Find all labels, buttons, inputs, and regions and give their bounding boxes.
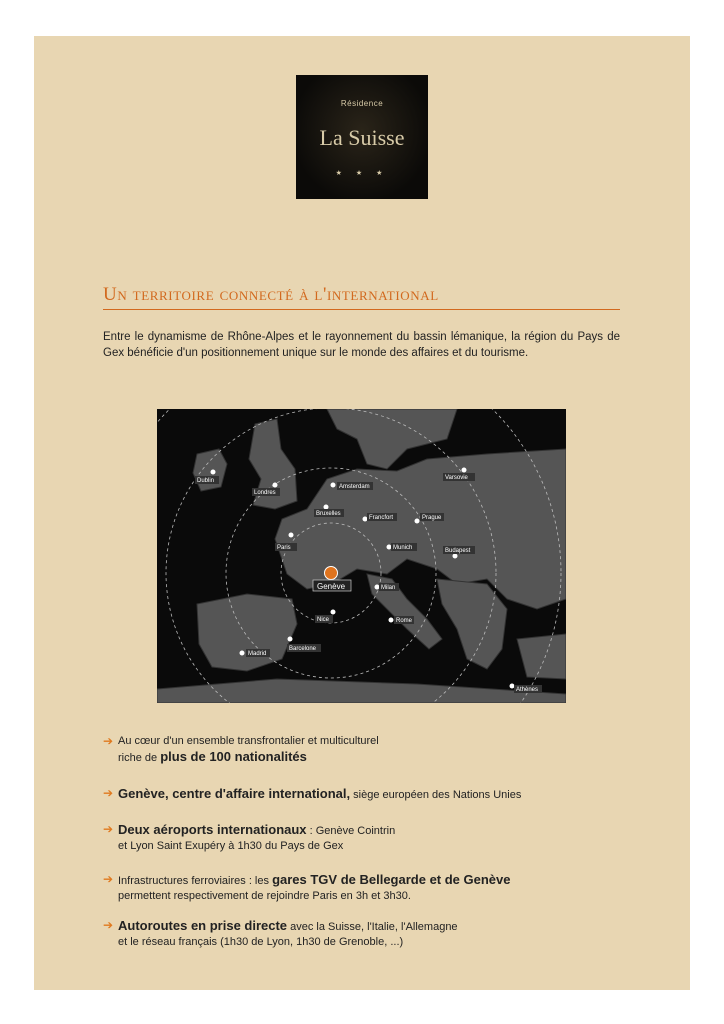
page-title: Un territoire connecté à l'international: [103, 284, 439, 305]
europe-map: [157, 409, 566, 703]
city-francfort: [363, 513, 398, 522]
land-iberia: [197, 594, 297, 671]
svg-text:Prague: Prague: [422, 515, 442, 521]
svg-text:Paris: Paris: [277, 545, 291, 551]
svg-text:Madrid: Madrid: [248, 651, 267, 657]
arrow-icon: ➔: [103, 822, 114, 836]
city-athenes: [510, 684, 543, 694]
city-rome: [389, 616, 415, 624]
svg-text:Nice: Nice: [317, 617, 330, 623]
svg-text:Amsterdam: Amsterdam: [339, 484, 370, 490]
svg-text:Francfort: Francfort: [369, 515, 394, 521]
bullet-text: Deux aéroports internationaux : Genève Cointrin et Lyon Saint Exupéry à 1h30 du Pays de Gex: [118, 822, 396, 852]
svg-text:Munich: Munich: [393, 545, 413, 551]
land-ireland: [193, 449, 227, 491]
svg-text:Bruxelles: Bruxelles: [316, 511, 341, 517]
arrow-icon: ➔: [103, 872, 114, 886]
bullet-text: Genève, centre d'affaire international, siège européen des Nations Unies: [118, 786, 522, 801]
logo-stars: ★ ★ ★: [335, 170, 389, 177]
svg-text:Athènes: Athènes: [516, 687, 539, 693]
svg-text:Londres: Londres: [254, 490, 276, 496]
city-nice: [315, 610, 336, 624]
svg-text:Varsovie: Varsovie: [445, 475, 468, 481]
svg-text:Rome: Rome: [396, 618, 413, 624]
svg-text:Milan: Milan: [381, 585, 396, 591]
land-turkey: [517, 634, 566, 679]
land-africa: [157, 679, 566, 703]
city-barcelone: [287, 637, 321, 653]
arrow-icon: ➔: [103, 918, 114, 932]
svg-text:Barcelone: Barcelone: [289, 646, 317, 652]
intro-paragraph: Entre le dynamisme de Rhône-Alpes et le rayonnement du bassin lémanique, la région du Pays de Gex bénéficie d'un positionnement unique sur le monde des affaires et du tourisme.: [103, 331, 620, 359]
svg-text:Genève: Genève: [317, 582, 346, 591]
logo-name: La Suisse: [319, 125, 405, 150]
map-svg: [157, 409, 566, 703]
city-munich: [387, 543, 418, 551]
land-balkans: [437, 579, 507, 669]
svg-text:Dublin: Dublin: [197, 478, 215, 484]
logo-pre-text: Résidence: [340, 99, 384, 108]
bullet-text: Autoroutes en prise directe avec la Suisse, l'Italie, l'Allemagne et le réseau français (1h30 de Lyon, 1h30 de Grenoble, ...): [118, 918, 458, 948]
svg-text:Budapest: Budapest: [445, 548, 471, 554]
bullet-text: Au cœur d'un ensemble transfrontalier et multiculturel riche de plus de 100 nationalités: [118, 735, 379, 764]
arrow-icon: ➔: [103, 786, 114, 800]
bullet-text: Infrastructures ferroviaires : les gares TGV de Bellegarde et de Genève permettent respectivement de rejoindre Paris en 3h et 3h30.: [118, 872, 511, 902]
residence-logo: [296, 75, 428, 199]
title-divider: [103, 309, 620, 310]
arrow-icon: ➔: [103, 734, 114, 748]
